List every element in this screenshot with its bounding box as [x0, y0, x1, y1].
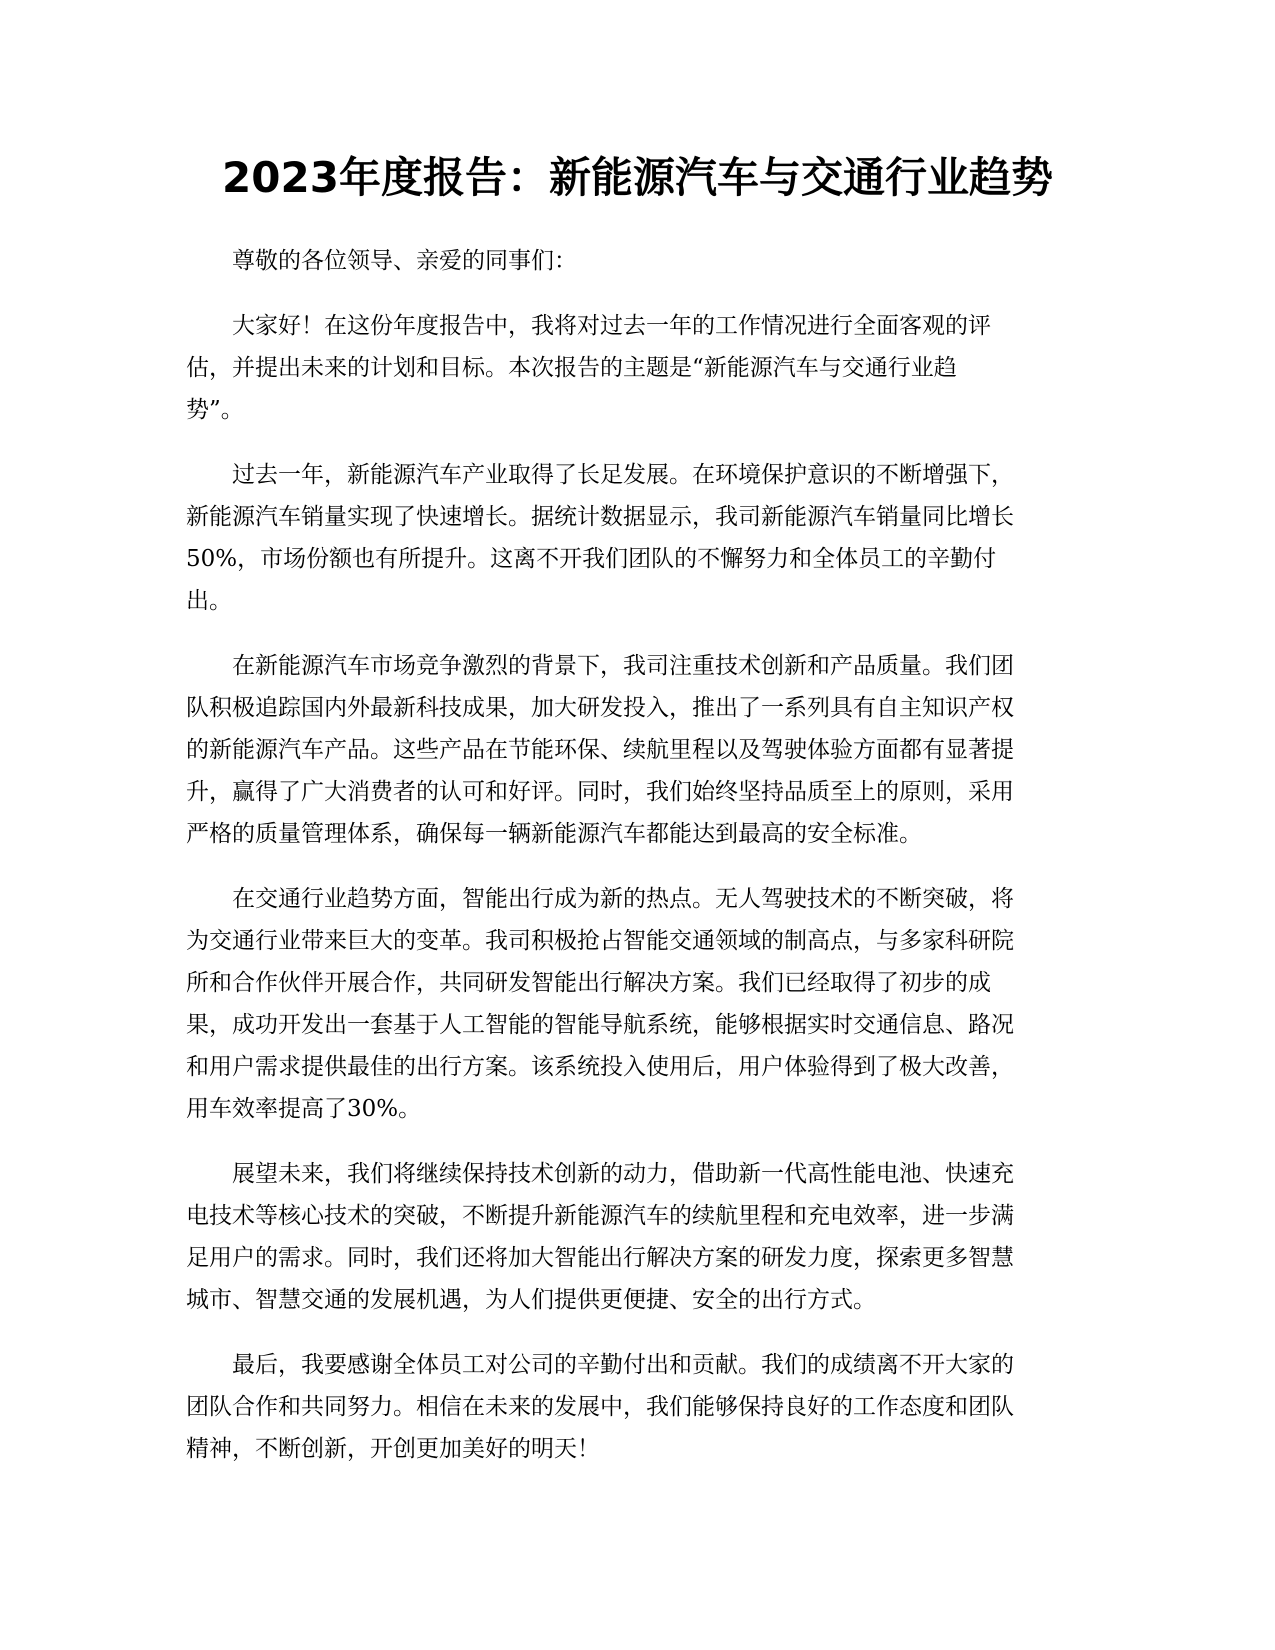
closing-paragraph: 最后，我要感谢全体员工对公司的辛勤付出和贡献。我们的成绩离不开大家的 团队合作和共同努力。相信在未来的发展中，我们能够保持良好的工作态度和团队 精神，不断创新，开创更加美好的明天！	[186, 1352, 1014, 1462]
intro-paragraph: 大家好！在这份年度报告中，我将对过去一年的工作情况进行全面客观的评 估，并提出未来的计划和目标。本次报告的主题是“新能源汽车与交通行业趋 势”。	[186, 313, 991, 423]
innovation-paragraph: 在新能源汽车市场竞争激烈的背景下，我司注重技术创新和产品质量。我们团 队积极追踪国内外最新科技成果，加大研发投入，推出了一系列具有自主知识产权 的新能源汽车产品。这些产品在节能环保、续航里程以及驾驶体验方面都有显著提 升，赢得了广大消费者的认可和好评。同时，我们始终坚持品质至上的原则，采用 严格的质量管理体系，确保每一辆新能源汽车都能达到最高的安全标准。	[186, 653, 1014, 847]
document-body	[186, 240, 1081, 1493]
smart-mobility-paragraph: 在交通行业趋势方面，智能出行成为新的热点。无人驾驶技术的不断突破，将 为交通行业带来巨大的变革。我司积极抢占智能交通领域的制高点，与多家科研院 所和合作伙伴开展合作，共同研发智能出行解决方案。我们已经取得了初步的成 果，成功开发出一套基于人工智能的智能导航系统，能够根据实时交通信息、路况 和用户需求提供最佳的出行方案。该系统投入使用后，用户体验得到了极大改善， 用车效率提高了30%。	[186, 886, 1014, 1122]
document-title: 2023年度报告：新能源汽车与交通行业趋势	[222, 153, 1053, 202]
outlook-paragraph: 展望未来，我们将继续保持技术创新的动力，借助新一代高性能电池、快速充 电技术等核心技术的突破，不断提升新能源汽车的续航里程和充电效率，进一步满 足用户的需求。同时，我们还将加大智能出行解决方案的研发力度，探索更多智慧 城市、智慧交通的发展机遇，为人们提供更便捷、安全的出行方式。	[186, 1161, 1014, 1313]
salutation-paragraph: 尊敬的各位领导、亲爱的同事们：	[232, 248, 577, 274]
sales-growth-paragraph: 过去一年，新能源汽车产业取得了长足发展。在环境保护意识的不断增强下， 新能源汽车销量实现了快速增长。据统计数据显示，我司新能源汽车销量同比增长 50%，市场份额也有所提升。这离不开我们团队的不懈努力和全体员工的辛勤付 出。	[186, 462, 1014, 614]
